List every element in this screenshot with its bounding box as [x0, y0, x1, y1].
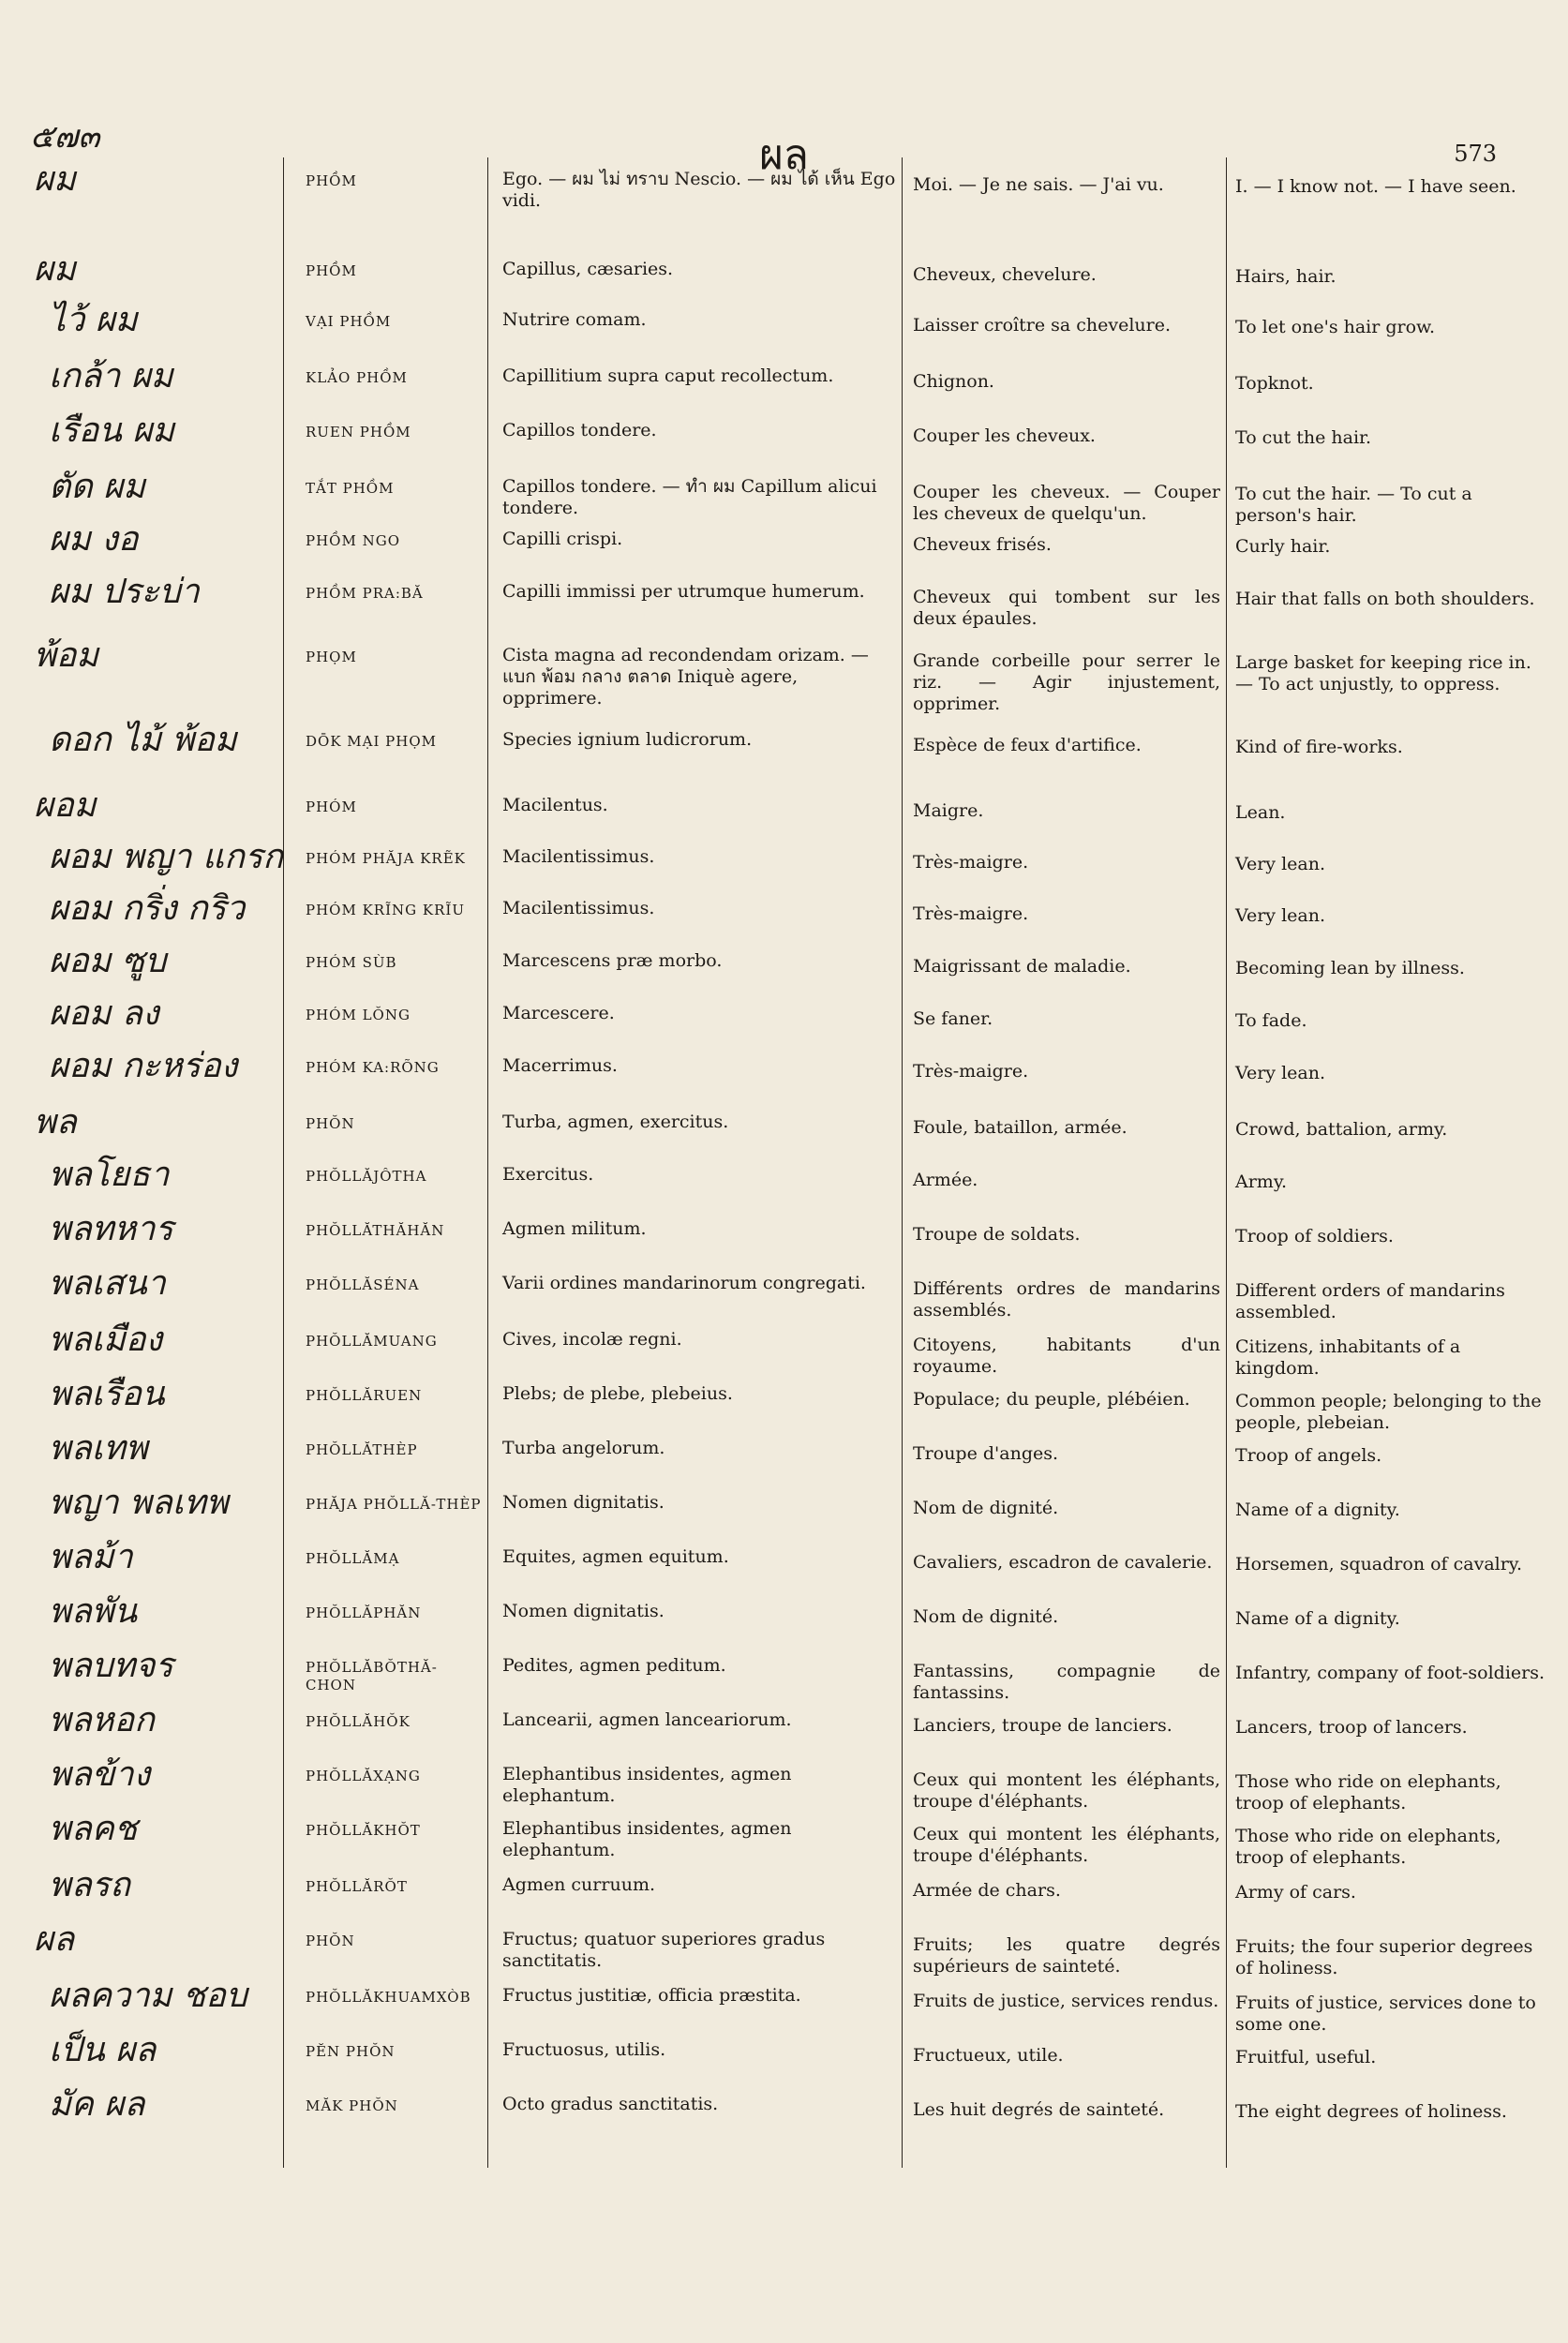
romanization: VẠI PHỒM [306, 313, 392, 330]
english-definition: Very lean. [1235, 1063, 1326, 1083]
latin-definition: Fructuosus, utilis. [502, 2039, 666, 2060]
thai-headword: ผอม ลง [49, 994, 159, 1033]
french-definition: Cheveux, chevelure. [913, 264, 1097, 285]
thai-headword: พลข้าง [49, 1755, 151, 1794]
english-definition: Hairs, hair. [1235, 266, 1337, 287]
french-definition: Laisser croître sa chevelure. [913, 315, 1172, 336]
latin-definition: Macilentus. [502, 795, 608, 815]
latin-definition: Nomen dignitatis. [502, 1601, 665, 1621]
romanization: PHÓM [306, 798, 357, 815]
english-definition: I. — I know not. — I have seen. [1235, 176, 1516, 197]
romanization: PHÓM PHĂJA KRẼK [306, 850, 466, 867]
thai-headword: พ้อม [34, 636, 99, 675]
entry-row [0, 1157, 1568, 1209]
thai-headword: เป็น ผล [49, 2031, 157, 2069]
latin-definition: Plebs; de plebe, plebeius. [502, 1383, 733, 1404]
entry-row [0, 521, 1568, 574]
french-definition: Couper les cheveux. [913, 425, 1096, 446]
latin-definition: Elephantibus insidentes, agmen elephantum. [502, 1818, 792, 1860]
french-definition: Très-maigre. [913, 903, 1029, 924]
thai-headword: พลโยธา [49, 1156, 170, 1194]
thai-headword: ผลความ ชอบ [49, 1977, 247, 2015]
thai-headword: พลพัน [49, 1592, 138, 1631]
romanization: DŌK MẠI PHỌM [306, 733, 438, 750]
french-definition: Troupe de soldats. [913, 1224, 1081, 1245]
latin-definition: Nomen dignitatis. [502, 1492, 665, 1513]
entry-row [0, 890, 1568, 943]
latin-definition: Nutrire comam. [502, 309, 647, 330]
romanization: PHŎN [306, 1115, 355, 1132]
thai-headword: ผอม [34, 786, 97, 825]
french-definition: Fructueux, utile. [913, 2045, 1064, 2066]
thai-headword: ไว้ ผม [49, 301, 138, 339]
romanization: PHŎN [306, 1933, 355, 1949]
english-definition: Horsemen, squadron of cavalry. [1235, 1554, 1523, 1574]
entry-row [0, 1264, 1568, 1322]
french-definition: Maigrissant de maladie. [913, 956, 1131, 977]
romanization: PHŎLLĂSÉNA [306, 1276, 420, 1293]
latin-definition: Macerrimus. [502, 1055, 618, 1076]
thai-headword: พลคช [49, 1810, 138, 1848]
entry-row [0, 1375, 1568, 1433]
entry-row [0, 468, 1568, 526]
entry-row [0, 2032, 1568, 2084]
french-definition: Nom de dignité. [913, 1498, 1059, 1518]
english-definition: Very lean. [1235, 905, 1326, 926]
english-definition: Army. [1235, 1172, 1288, 1192]
french-definition: Couper les cheveux. — Couper les cheveux de quelqu'un. [913, 482, 1220, 524]
french-definition: Très-maigre. [913, 852, 1029, 873]
english-definition: To fade. [1235, 1010, 1307, 1031]
thai-headword: ผอม กริ่ง กริว [49, 889, 246, 928]
thai-headword: พลเมือง [49, 1321, 163, 1359]
english-definition: Hair that falls on both shoulders. [1235, 589, 1535, 609]
latin-definition: Marcescere. [502, 1003, 615, 1023]
latin-definition: Capillitium supra caput recollectum. [502, 366, 834, 386]
romanization: PHŎLLĂJÔTHA [306, 1168, 427, 1185]
french-definition: Nom de dignité. [913, 1606, 1059, 1627]
latin-definition: Cista magna ad recondendam orizam. — แบก พ้อม กลาง ตลาด Iniquè agere, opprimere. [502, 645, 869, 709]
entry-row [0, 1048, 1568, 1100]
romanization: PĔN PHŎN [306, 2043, 396, 2060]
thai-headword: ผอม ซูบ [49, 942, 167, 980]
entry-row [0, 1755, 1568, 1813]
french-definition: Populace; du peuple, plébéien. [913, 1389, 1190, 1410]
entry-row [0, 161, 1568, 214]
latin-definition: Agmen curruum. [502, 1874, 655, 1895]
romanization: PHÓM SÙB [306, 954, 397, 971]
thai-headword: พลหอก [49, 1701, 155, 1739]
romanization: KLẢO PHỒM [306, 369, 408, 386]
french-definition: Cavaliers, escadron de cavalerie. [913, 1552, 1213, 1573]
thai-headword: ผม [34, 250, 76, 289]
thai-headword: ผม [34, 160, 76, 199]
romanization: PHỌM [306, 649, 357, 665]
french-definition: Chignon. [913, 371, 994, 392]
latin-definition: Cives, incolæ regni. [502, 1329, 682, 1350]
thai-headword: พลทหาร [49, 1210, 173, 1248]
entry-row [0, 839, 1568, 891]
french-definition: Cheveux qui tombent sur les deux épaules. [913, 587, 1220, 629]
entry-row [0, 1647, 1568, 1703]
romanization: PHŎLLĂMẠ [306, 1550, 400, 1567]
thai-headword: พลเรือน [49, 1375, 165, 1413]
latin-definition: Exercitus. [502, 1164, 594, 1185]
latin-definition: Octo gradus sanctitatis. [502, 2094, 719, 2114]
latin-definition: Capillus, cæsaries. [502, 259, 674, 279]
latin-definition: Capillos tondere. [502, 420, 657, 440]
latin-definition: Macilentissimus. [502, 898, 655, 918]
english-definition: Infantry, company of foot-soldiers. [1235, 1663, 1546, 1683]
thai-headword: พลเทพ [49, 1429, 148, 1468]
latin-definition: Pedites, agmen peditum. [502, 1655, 726, 1676]
french-definition: Fantassins, compagnie de fantassins. [913, 1661, 1220, 1703]
romanization: PHŎLLĂHŎK [306, 1713, 411, 1730]
french-definition: Fruits de justice, services rendus. [913, 1991, 1219, 2011]
thai-headword: มัค ผล [49, 2085, 145, 2124]
thai-headword: พญา พลเทพ [49, 1484, 229, 1522]
latin-definition: Ego. — ผม ไม่ ทราบ Nescio. — ผม ได้ เห็น Ego vidi. [502, 169, 896, 211]
french-definition: Armée de chars. [913, 1880, 1061, 1901]
english-definition: Topknot. [1235, 373, 1314, 394]
french-definition: Ceux qui montent les éléphants, troupe d'éléphants. [913, 1769, 1220, 1812]
english-definition: Those who ride on elephants, troop of elephants. [1235, 1771, 1501, 1813]
english-definition: Army of cars. [1235, 1882, 1356, 1903]
english-definition: Citizens, inhabitants of a kingdom. [1235, 1336, 1461, 1379]
romanization: PHŎLLĂKHŎT [306, 1822, 421, 1839]
entry-row [0, 1810, 1568, 1868]
english-definition: To cut the hair. [1235, 427, 1372, 448]
french-definition: Se faner. [913, 1008, 993, 1029]
entry-row [0, 1211, 1568, 1263]
latin-definition: Fructus justitiæ, officia præstita. [502, 1985, 801, 2006]
latin-definition: Species ignium ludicrorum. [502, 729, 753, 750]
french-definition: Lanciers, troupe de lanciers. [913, 1715, 1172, 1736]
latin-definition: Capilli crispi. [502, 529, 623, 549]
english-definition: Fruits; the four superior degrees of holiness. [1235, 1936, 1533, 1978]
entry-row [0, 1867, 1568, 1919]
english-definition: The eight degrees of holiness. [1235, 2101, 1507, 2122]
entry-row [0, 302, 1568, 354]
latin-definition: Turba angelorum. [502, 1438, 665, 1458]
romanization: PHŎLLĂTHĂHĂN [306, 1222, 445, 1239]
romanization: PHŎLLĂKHUAMXÒB [306, 1989, 471, 2006]
entry-row [0, 995, 1568, 1048]
english-definition: Troop of angels. [1235, 1445, 1382, 1466]
latin-definition: Fructus; quatuor superiores gradus sanctitatis. [502, 1929, 826, 1971]
romanization: PHŎLLĂBŎTHĂ-CHON [306, 1659, 438, 1694]
english-definition: Different orders of mandarins assembled. [1235, 1280, 1505, 1322]
romanization: TẮT PHỒM [306, 480, 395, 497]
english-definition: Very lean. [1235, 854, 1326, 874]
latin-definition: Agmen militum. [502, 1218, 647, 1239]
french-definition: Citoyens, habitants d'un royaume. [913, 1335, 1220, 1377]
entry-row [0, 2086, 1568, 2139]
french-definition: Troupe d'anges. [913, 1443, 1059, 1464]
thai-headword: ผอม พญา แกรก [49, 838, 284, 876]
english-definition: Those who ride on elephants, troop of elephants. [1235, 1826, 1501, 1868]
thai-headword: พลบทจร [49, 1647, 173, 1685]
english-definition: To cut the hair. — To cut a person's hair. [1235, 484, 1472, 526]
entry-row [0, 412, 1568, 465]
french-definition: Cheveux frisés. [913, 534, 1052, 555]
entry-row [0, 1321, 1568, 1379]
entry-row [0, 1920, 1568, 1978]
entry-row [0, 1104, 1568, 1157]
latin-definition: Elephantibus insidentes, agmen elephantum. [502, 1764, 792, 1806]
english-definition: Name of a dignity. [1235, 1608, 1400, 1629]
entry-row [0, 358, 1568, 410]
french-definition: Grande corbeille pour serrer le riz. — Agir injustement, opprimer. [913, 650, 1220, 714]
french-definition: Différents ordres de mandarins assemblés. [913, 1278, 1220, 1321]
english-definition: Becoming lean by illness. [1235, 958, 1465, 978]
thai-headword: เกล้า ผม [49, 357, 173, 395]
entry-row [0, 787, 1568, 840]
latin-definition: Capilli immissi per utrumque humerum. [502, 581, 865, 602]
romanization: PHÓM LŎNG [306, 1007, 411, 1023]
french-definition: Foule, bataillon, armée. [913, 1117, 1127, 1138]
entry-row [0, 1430, 1568, 1483]
latin-definition: Marcescens præ morbo. [502, 950, 723, 971]
english-definition: Fruitful, useful. [1235, 2047, 1377, 2067]
french-definition: Très-maigre. [913, 1061, 1029, 1082]
latin-definition: Equites, agmen equitum. [502, 1546, 729, 1567]
romanization: PHŎLLĂRŎT [306, 1878, 408, 1895]
french-definition: Fruits; les quatre degrés supérieurs de sainteté. [913, 1934, 1220, 1977]
entry-row [0, 1485, 1568, 1537]
thai-headword: พลรถ [49, 1866, 130, 1904]
romanization: PHŎLLĂXẠNG [306, 1768, 421, 1784]
romanization: PHŎLLĂPHĂN [306, 1604, 422, 1621]
entry-row [0, 573, 1568, 629]
thai-headword: ผล [34, 1920, 75, 1959]
thai-headword: ผอม กะหร่อง [49, 1047, 238, 1085]
romanization: MĂK PHŎN [306, 2097, 398, 2114]
romanization: PHĂJA PHŎLLĂ-THÈP [306, 1496, 482, 1513]
english-definition: To let one's hair grow. [1235, 317, 1436, 337]
entry-row [0, 943, 1568, 995]
thai-headword: พลม้า [49, 1538, 133, 1576]
romanization: RUEN PHỒM [306, 424, 411, 440]
romanization: PHŎLLĂRUEN [306, 1387, 423, 1404]
running-head: ผล [759, 131, 809, 179]
english-definition: Kind of fire-works. [1235, 737, 1403, 757]
latin-definition: Turba, agmen, exercitus. [502, 1112, 729, 1132]
thai-page-number: ๕๗๓ [30, 118, 100, 156]
english-definition: Common people; belonging to the people, plebeian. [1235, 1391, 1542, 1433]
entry-row [0, 636, 1568, 714]
romanization: PHỒM [306, 262, 357, 279]
romanization: PHÓM KRĨNG KRĨU [306, 902, 465, 918]
thai-headword: ดอก ไม้ พ้อม [49, 721, 237, 759]
thai-headword: ผม ประบ่า [49, 573, 200, 611]
romanization: PHỒM PRA:BĂ [306, 585, 424, 602]
thai-headword: เรือน ผม [49, 411, 175, 450]
page-number: 573 [1454, 141, 1497, 167]
romanization: PHŎLLĂMUANG [306, 1333, 438, 1350]
romanization: PHỒM NGO [306, 532, 401, 549]
entry-row [0, 1702, 1568, 1754]
english-definition: Lancers, troop of lancers. [1235, 1717, 1468, 1738]
english-definition: Large basket for keeping rice in. — To act unjustly, to oppress. [1235, 652, 1531, 694]
romanization: PHỒM [306, 172, 357, 189]
entry-row [0, 722, 1568, 774]
english-definition: Name of a dignity. [1235, 1500, 1400, 1520]
entry-row [0, 1539, 1568, 1591]
thai-headword: ผม งอ [49, 520, 139, 559]
french-definition: Moi. — Je ne sais. — J'ai vu. [913, 174, 1164, 195]
french-definition: Les huit degrés de sainteté. [913, 2099, 1165, 2120]
entry-row [0, 1977, 1568, 2035]
entry-row [0, 1593, 1568, 1646]
english-definition: Lean. [1235, 802, 1286, 823]
english-definition: Fruits of justice, services done to some one. [1235, 1992, 1536, 2035]
thai-headword: พล [34, 1103, 77, 1142]
thai-headword: พลเสนา [49, 1264, 166, 1303]
latin-definition: Macilentissimus. [502, 846, 655, 867]
latin-definition: Varii ordines mandarinorum congregati. [502, 1273, 866, 1293]
thai-headword: ตัด ผม [49, 468, 146, 506]
english-definition: Troop of soldiers. [1235, 1226, 1394, 1246]
romanization: PHŎLLĂTHÈP [306, 1441, 418, 1458]
latin-definition: Capillos tondere. — ทำ ผม Capillum alicui tondere. [502, 476, 877, 518]
french-definition: Espèce de feux d'artifice. [913, 735, 1142, 755]
entry-row [0, 251, 1568, 304]
french-definition: Ceux qui montent les éléphants, troupe d'éléphants. [913, 1824, 1220, 1866]
english-definition: Curly hair. [1235, 536, 1331, 557]
french-definition: Maigre. [913, 800, 984, 821]
latin-definition: Lancearii, agmen lanceariorum. [502, 1709, 792, 1730]
romanization: PHÓM KA:RÕNG [306, 1059, 440, 1076]
french-definition: Armée. [913, 1170, 978, 1190]
english-definition: Crowd, battalion, army. [1235, 1119, 1448, 1140]
